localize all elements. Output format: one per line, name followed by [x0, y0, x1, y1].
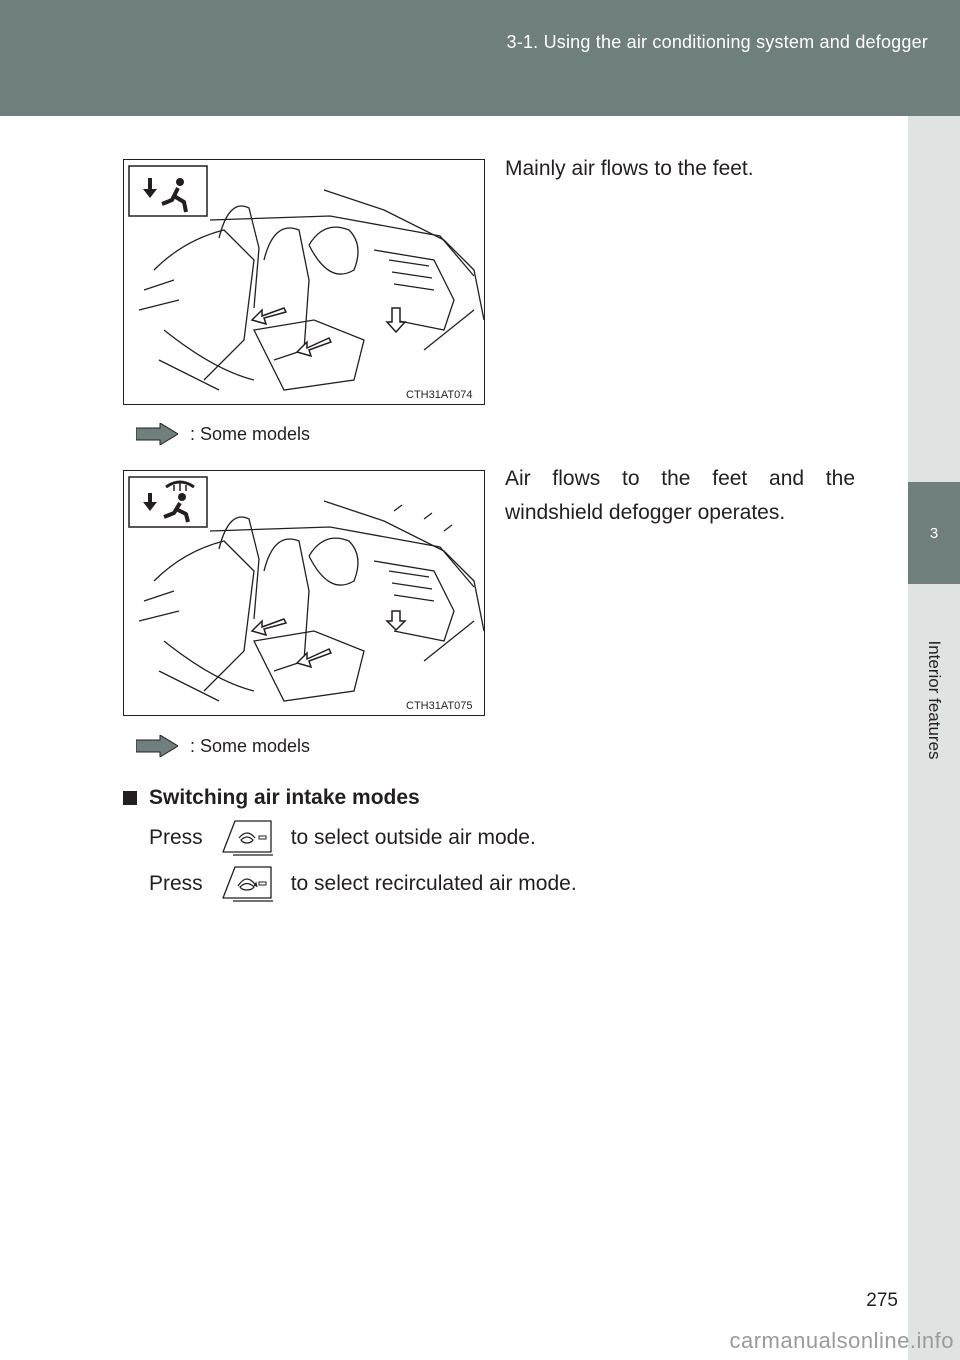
note-arrow-icon	[136, 735, 178, 757]
instruction-text: to select outside air mode.	[290, 826, 536, 849]
section-heading	[123, 786, 420, 810]
side-tab-upper	[908, 116, 960, 482]
watermark: carmanualsonline.info	[729, 1328, 954, 1353]
note-text: : Some models	[190, 735, 311, 756]
outside-air-button-icon[interactable]	[221, 818, 273, 858]
mode-description: Air flows to the feet and the windshield defogger operates.	[505, 467, 855, 524]
note-text: : Some models	[190, 423, 311, 444]
page-header	[0, 0, 960, 116]
instruction-recirculated-air	[149, 864, 577, 904]
section-heading-text: Switching air intake modes	[149, 786, 420, 809]
recirculated-air-button-icon[interactable]	[221, 864, 273, 904]
mode-description: Mainly air flows to the feet.	[505, 157, 754, 180]
note	[136, 733, 310, 759]
feet-defog-airflow-icon	[129, 477, 207, 527]
page-number: 275	[866, 1290, 898, 1311]
figure-code: CTH31AT074	[406, 389, 473, 401]
instruction-outside-air	[149, 818, 536, 858]
press-label: Press	[149, 826, 203, 849]
press-label: Press	[149, 872, 203, 895]
figure-feet-mode	[123, 159, 485, 405]
figure-code: CTH31AT075	[406, 700, 473, 712]
chapter-label: Interior features	[925, 640, 944, 760]
instruction-text: to select recirculated air mode.	[290, 872, 577, 895]
section-title: 3-1. Using the air conditioning system and defogger	[506, 32, 928, 52]
square-bullet-icon	[123, 791, 137, 805]
chapter-number[interactable]: 3	[908, 482, 960, 584]
feet-airflow-icon	[129, 166, 207, 216]
note-arrow-icon	[136, 423, 178, 445]
figure-feet-defog-mode	[123, 470, 485, 716]
note	[136, 421, 310, 447]
